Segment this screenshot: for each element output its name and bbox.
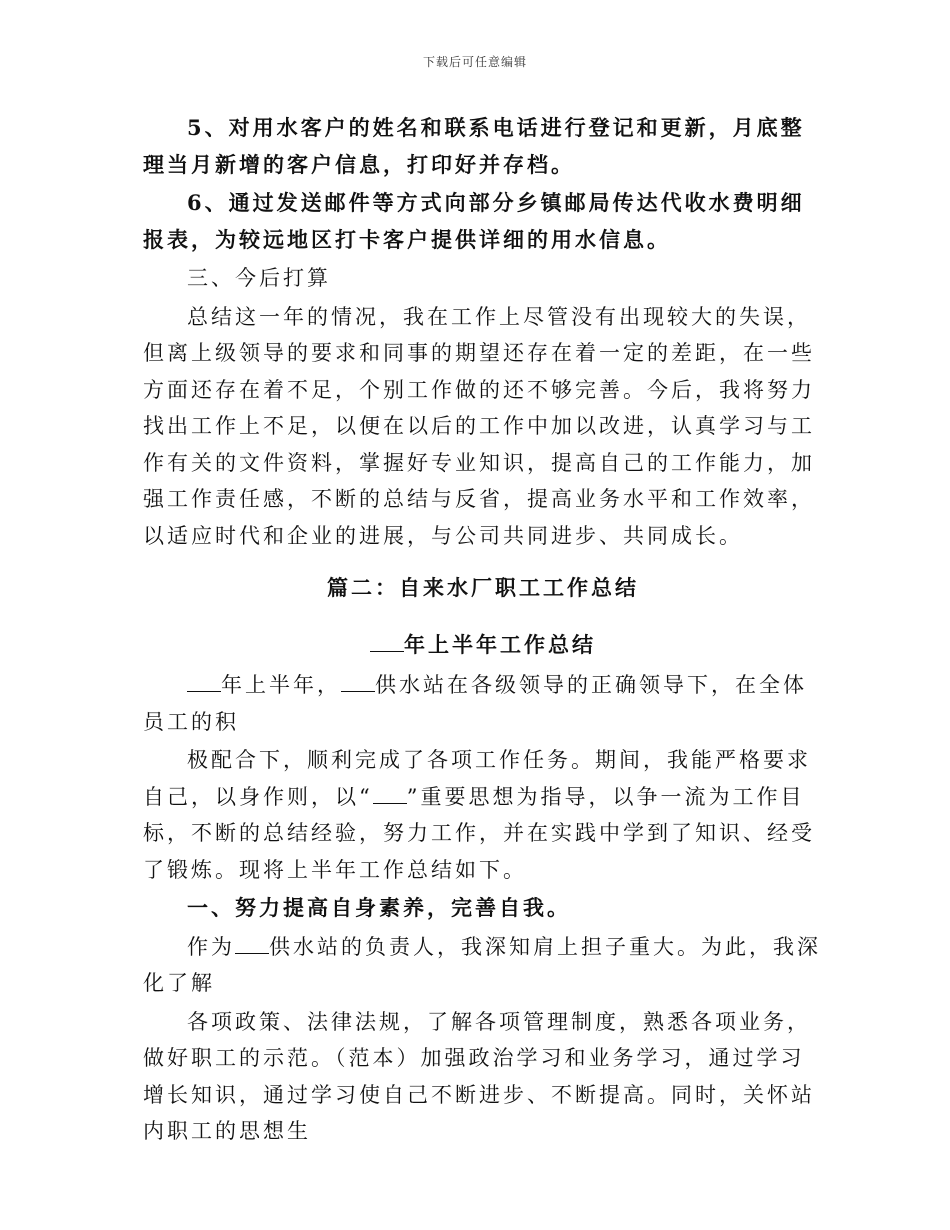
blank-field bbox=[235, 933, 269, 954]
paragraph-item-5: 5、对用水客户的姓名和联系电话进行登记和更新，月底整理当月新增的客户信息，打印好并存档。 bbox=[143, 115, 805, 177]
intro-text-a: 年上半年， bbox=[221, 673, 341, 697]
article-subtitle bbox=[143, 627, 823, 663]
cooperation-text-a: 极配合下，顺利完成了各项工作任务。期间，我能严格要求自己，以身作则，以“ bbox=[143, 748, 811, 809]
responsibility-text-b: 供水站的负责人，我深知肩上担子重大。为此，我深化了解 bbox=[143, 934, 821, 995]
blank-field bbox=[341, 671, 375, 692]
blank-field bbox=[373, 783, 407, 804]
responsibility-text-a: 作为 bbox=[187, 934, 235, 959]
paragraph-policies: 各项政策、法律法规，了解各项管理制度，熟悉各项业务，做好职工的示范。（范本）加强政治学习和业务学习，通过学习增长知识，通过学习使自己不断进步、不断提高。同时，关怀站内职工的思想生 bbox=[143, 1009, 815, 1143]
paragraph-summary: 总结这一年的情况，我在工作上尽管没有出现较大的失误，但离上级领导的要求和同事的期望还存在着一定的差距，在一些方面还存在着不足，个别工作做的还不够完善。今后，我将努力找出工作上不足，以便在以后的工作中加以改进，认真学习与工作有关的文件资料，掌握好专业知识，提高自己的工作能力，加强工作责任感，不断的总结与反省，提高业务水平和工作效率，以适应时代和企业的进展，与公司共同进步、共同成长。 bbox=[143, 304, 815, 548]
section-heading-self-improvement: 一、努力提高自身素养，完善自我。 bbox=[187, 895, 571, 920]
article-title: 篇二：自来水厂职工工作总结 bbox=[327, 575, 639, 600]
paragraph-cooperation bbox=[143, 742, 823, 888]
blank-field bbox=[187, 671, 221, 692]
subtitle-text: 年上半年工作总结 bbox=[404, 632, 596, 657]
page-header: 下载后可任意编辑 bbox=[422, 55, 527, 69]
paragraph-intro bbox=[143, 667, 823, 740]
section-heading-future-plans: 三、今后打算 bbox=[187, 266, 331, 290]
blank-field bbox=[370, 631, 404, 652]
intro-text-b: 供水站在各级领导的正确领导下，在全体员工的积 bbox=[143, 673, 807, 734]
paragraph-item-6: 6、通过发送邮件等方式向部分乡镇邮局传达代收水费明细报表，为较远地区打卡客户提供详细的用水信息。 bbox=[143, 190, 805, 252]
cooperation-text-b: ”重要思想为指导，以争一流为工作目标，不断的总结经验，努力工作，并在实践中学到了知识、经受了锻炼。现将上半年工作总结如下。 bbox=[143, 784, 815, 882]
document-body bbox=[143, 110, 823, 1152]
paragraph-responsibility bbox=[143, 929, 823, 1002]
